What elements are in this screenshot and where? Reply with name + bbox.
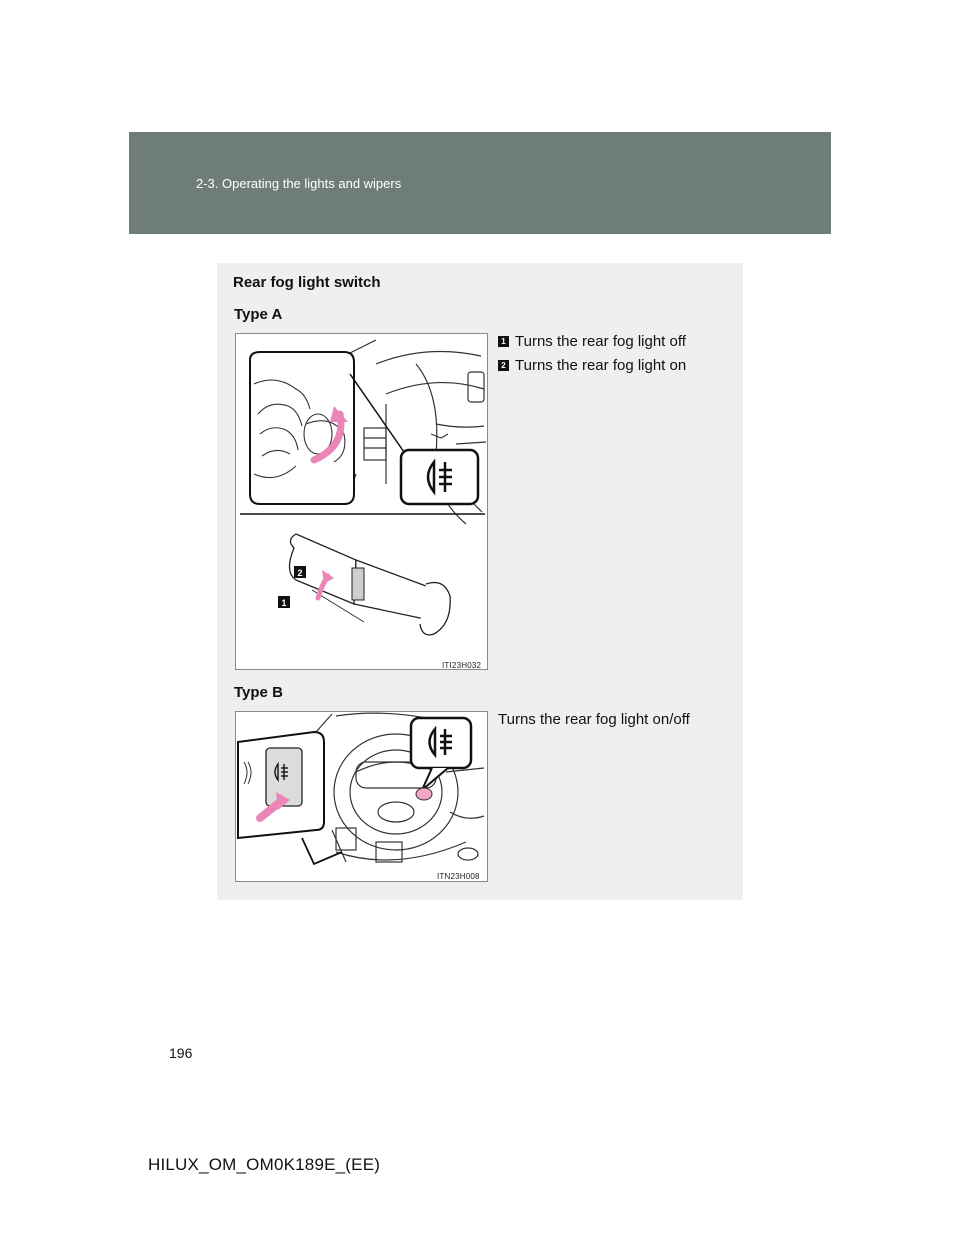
callout-1-text: Turns the rear fog light off — [515, 333, 686, 350]
type-b-illustration — [236, 712, 488, 882]
callout-1-row — [498, 333, 686, 350]
type-a-illustration — [236, 334, 488, 670]
callout-2-text: Turns the rear fog light on — [515, 357, 687, 374]
type-a-figure — [235, 333, 488, 670]
callout-2-badge: 2 — [498, 360, 509, 371]
header-band — [129, 132, 831, 234]
type-a-figure-code: ITI23H032 — [442, 661, 482, 670]
type-b-description — [498, 711, 690, 728]
document-code: HILUX_OM_OM0K189E_(EE) — [148, 1155, 381, 1174]
section-title: Rear fog light switch — [233, 274, 381, 291]
header-section-title: 2-3. Operating the lights and wipers — [196, 176, 402, 191]
type-b-figure-code: ITN23H008 — [437, 872, 480, 881]
svg-text:1: 1 — [281, 598, 287, 608]
callout-1-badge: 1 — [498, 336, 509, 347]
type-b-figure — [235, 711, 488, 882]
type-b-description-text: Turns the rear fog light on/off — [498, 711, 690, 728]
type-b-label: Type B — [234, 684, 283, 701]
callout-2-row — [498, 357, 686, 374]
svg-text:2: 2 — [297, 568, 303, 578]
type-a-label: Type A — [234, 306, 283, 323]
content-panel — [217, 263, 743, 900]
page-number: 196 — [169, 1045, 193, 1061]
